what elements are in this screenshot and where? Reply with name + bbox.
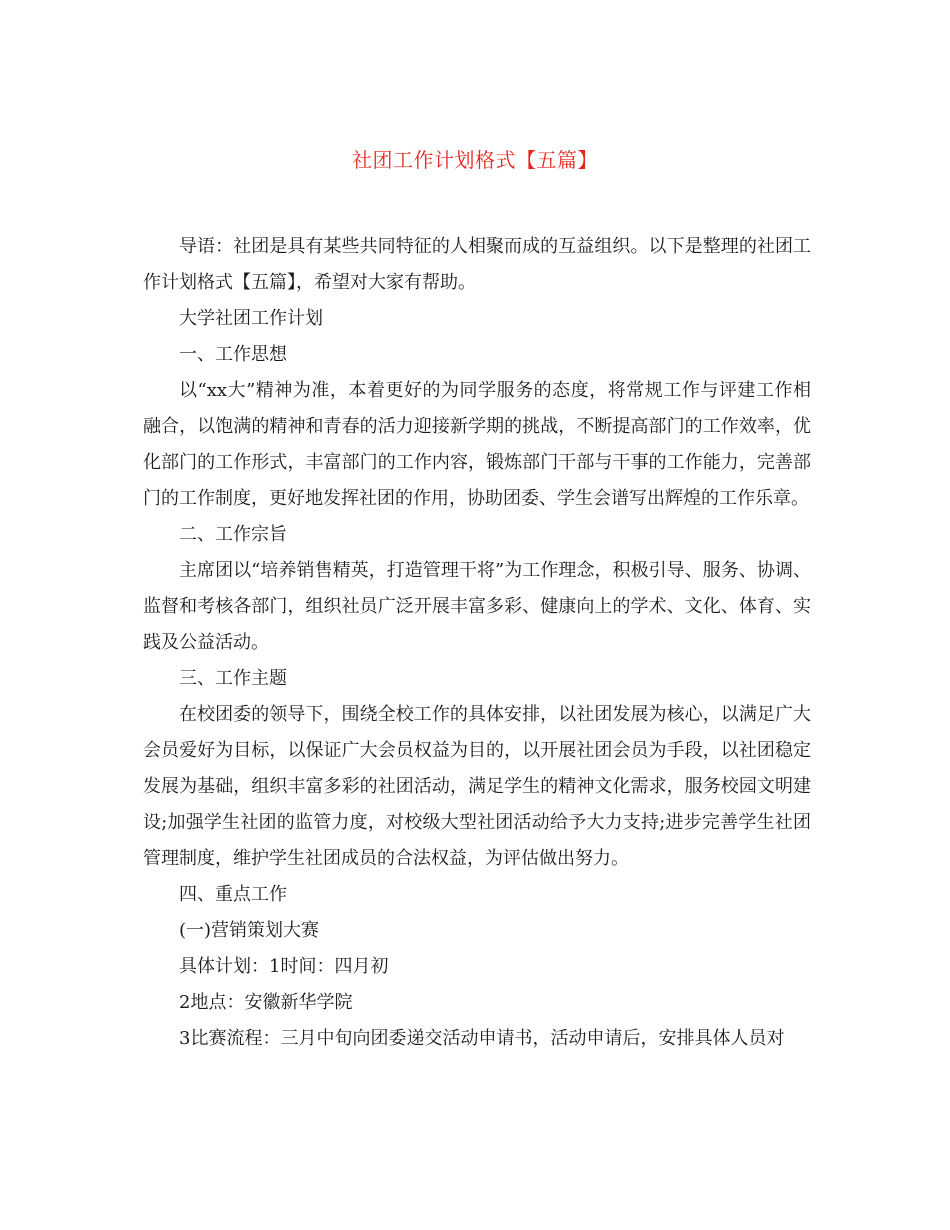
body-paragraph: 以“xx大”精神为准，本着更好的为同学服务的态度，将常规工作与评建工作相融合，以饱满的精神和青春的活力迎接新学期的挑战，不断提高部门的工作效率，优化部门的工作形式，丰富部门的工作内容，锻炼部门干部与干事的工作能力，完善部门的工作制度，更好地发挥社团的作用，协助团委、学生会谱写出辉煌的工作乐章。 [143,380,811,509]
subsection-heading: 二、工作宗旨 [179,524,287,545]
list-item: 3比赛流程：三月中旬向团委递交活动申请书，活动申请后，安排具体人员对 [179,1028,785,1049]
list-item: (一)营销策划大赛 [179,920,320,941]
body-paragraph: 在校团委的领导下，围绕全校工作的具体安排，以社团发展为核心，以满足广大会员爱好为目标，以保证广大会员权益为目的，以开展社团会员为手段，以社团稳定发展为基础，组织丰富多彩的社团活动，满足学生的精神文化需求，服务校园文明建设;加强学生社团的监管力度，对校级大型社团活动给予大力支持;进步完善学生社团管理制度，维护学生社团成员的合法权益，为评估做出努力。 [143,704,811,869]
subsection-heading: 四、重点工作 [179,884,287,905]
document-title: 社团工作计划格式【五篇】 [352,148,598,172]
intro-paragraph: 导语：社团是具有某些共同特征的人相聚而成的互益组织。以下是整理的社团工作计划格式【五篇】，希望对大家有帮助。 [143,236,811,293]
list-item: 具体计划：1时间：四月初 [179,956,389,977]
body-paragraph: 主席团以“培养销售精英，打造管理干将”为工作理念，积极引导、服务、协调、监督和考核各部门，组织社员广泛开展丰富多彩、健康向上的学术、文化、体育、实践及公益活动。 [143,560,811,653]
subsection-heading: 一、工作思想 [179,344,287,365]
list-item: 2地点：安徽新华学院 [179,992,353,1013]
document-body [143,229,811,1057]
section-heading: 大学社团工作计划 [179,308,323,329]
subsection-heading: 三、工作主题 [179,668,287,689]
